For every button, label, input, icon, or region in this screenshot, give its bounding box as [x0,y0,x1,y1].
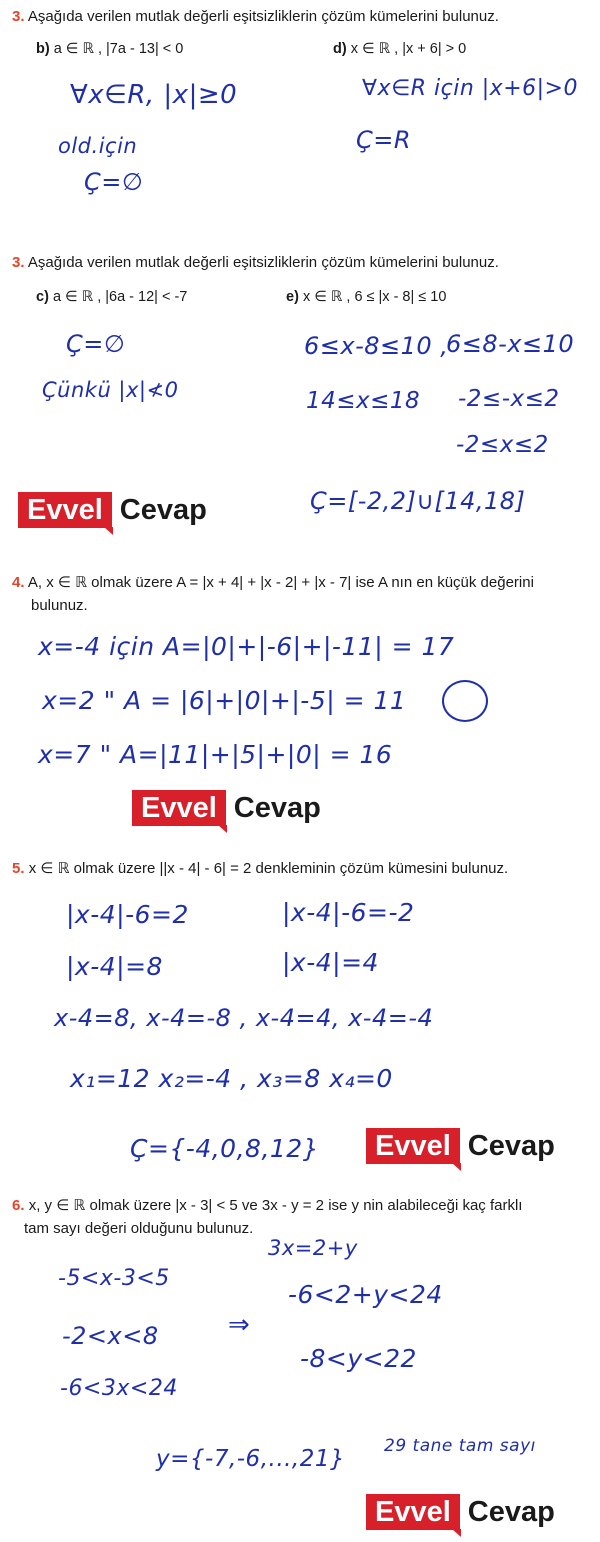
part-d-text: x ∈ ℝ , |x + 6| > 0 [350,41,467,57]
hw-q6-arrow: ⇒ [228,1310,251,1340]
hw-d-line2: Ç=R [356,126,412,154]
q6-number: 6. [12,1197,25,1214]
brand-red: Evvel [132,790,226,826]
q5-number: 5. [12,860,25,877]
part-e-label: e) [286,289,299,305]
hw-q5-line3: |x-4|=8 [66,952,163,981]
hw-d-line1: ∀x∈R için |x+6|>0 [362,76,578,101]
brand-red: Evvel [18,492,112,528]
q4-text2: bulunuz. [31,597,88,614]
q6-question [12,1196,522,1215]
brand-logo-2 [132,790,321,826]
q3a-text: Aşağıda verilen mutlak değerli eşitsizliklerin çözüm kümelerini bulunuz. [27,8,499,25]
hw-b-line3: Ç=∅ [84,168,144,196]
hw-q6-line5: -8<y<22 [300,1344,417,1373]
brand-black: Cevap [119,494,207,526]
hw-q5-line5: x-4=8, x-4=-8 , x-4=4, x-4=-4 [54,1004,434,1032]
q4-text1: A, x ∈ ℝ olmak üzere A = |x + 4| + |x - 2| + |x - 7| ise A nın en küçük değerini [27,574,534,591]
hw-e-line6: Ç=[-2,2]∪[14,18] [310,487,526,515]
hw-q6-line6: -6<3x<24 [60,1376,178,1401]
part-d-label: d) [333,41,347,57]
brand-red: Evvel [366,1128,460,1164]
hw-b-line2: old.için [58,134,138,158]
hw-q6-line3: -6<2+y<24 [288,1280,443,1309]
hw-q4-line1: x=-4 için A=|0|+|-6|+|-11| = 17 [38,632,455,661]
hw-q4-line2: x=2 " A = |6|+|0|+|-5| = 11 [42,686,407,715]
q6-text1: x, y ∈ ℝ olmak üzere |x - 3| < 5 ve 3x - y = 2 ise y nin alabileceği kaç farklı [28,1197,523,1214]
hw-e-line5: -2≤x≤2 [456,432,549,458]
hw-c-line2: Çünkü |x|≮0 [42,378,179,402]
hw-e-line1: 6≤x-8≤10 , [304,332,449,360]
part-e-text: x ∈ ℝ , 6 ≤ |x - 8| ≤ 10 [302,289,447,305]
hw-q6-line2: -5<x-3<5 [58,1266,170,1291]
q3b-part-c [36,289,187,305]
hw-e-line3: 14≤x≤18 [306,388,421,414]
q3b-part-e [286,289,446,305]
hw-c-line1: Ç=∅ [66,330,126,358]
part-b-label: b) [36,41,50,57]
brand-black: Cevap [467,1130,555,1162]
hw-q5-line2: |x-4|-6=-2 [282,898,415,927]
q3a-part-d [333,41,466,57]
brand-logo-1 [18,492,207,528]
hw-q4-line3: x=7 " A=|11|+|5|+|0| = 16 [38,740,393,769]
brand-logo-3 [366,1128,555,1164]
hw-q6-line8: 29 tane tam sayı [384,1436,536,1456]
q6-text2: tam sayı değeri olduğunu bulunuz. [24,1220,254,1237]
q3a-question [12,7,499,26]
hw-q5-line7: Ç={-4,0,8,12} [130,1134,320,1163]
q3a-number: 3. [12,8,25,25]
hw-e-line4: -2≤-x≤2 [458,386,560,412]
hw-q6-line7: y={-7,-6,...,21} [156,1446,346,1472]
part-c-label: c) [36,289,49,305]
hw-b-line1: ∀x∈R, |x|≥0 [70,80,238,110]
hw-q5-line6: x₁=12 x₂=-4 , x₃=8 x₄=0 [70,1064,393,1093]
hw-q6-line1: 3x=2+y [268,1236,358,1260]
q4-number: 4. [12,574,25,591]
part-b-text: a ∈ ℝ , |7a - 13| < 0 [53,41,184,57]
part-c-text: a ∈ ℝ , |6a - 12| < -7 [52,289,188,305]
hw-e-line2: 6≤8-x≤10 [446,330,575,358]
brand-black: Cevap [233,792,321,824]
hw-q5-line4: |x-4|=4 [282,948,379,977]
answer-circle [442,680,488,722]
hw-q6-line4: -2<x<8 [62,1322,159,1350]
brand-red: Evvel [366,1494,460,1530]
brand-black: Cevap [467,1496,555,1528]
q4-question [12,573,534,592]
q3a-part-b [36,41,183,57]
brand-logo-4 [366,1494,555,1530]
hw-q5-line1: |x-4|-6=2 [66,900,189,929]
q5-question [12,859,508,878]
q3b-question [12,253,499,272]
q3b-number: 3. [12,254,25,271]
q3b-text: Aşağıda verilen mutlak değerli eşitsizliklerin çözüm kümelerini bulunuz. [27,254,499,271]
q5-text: x ∈ ℝ olmak üzere ||x - 4| - 6| = 2 denkleminin çözüm kümesini bulunuz. [28,860,509,877]
